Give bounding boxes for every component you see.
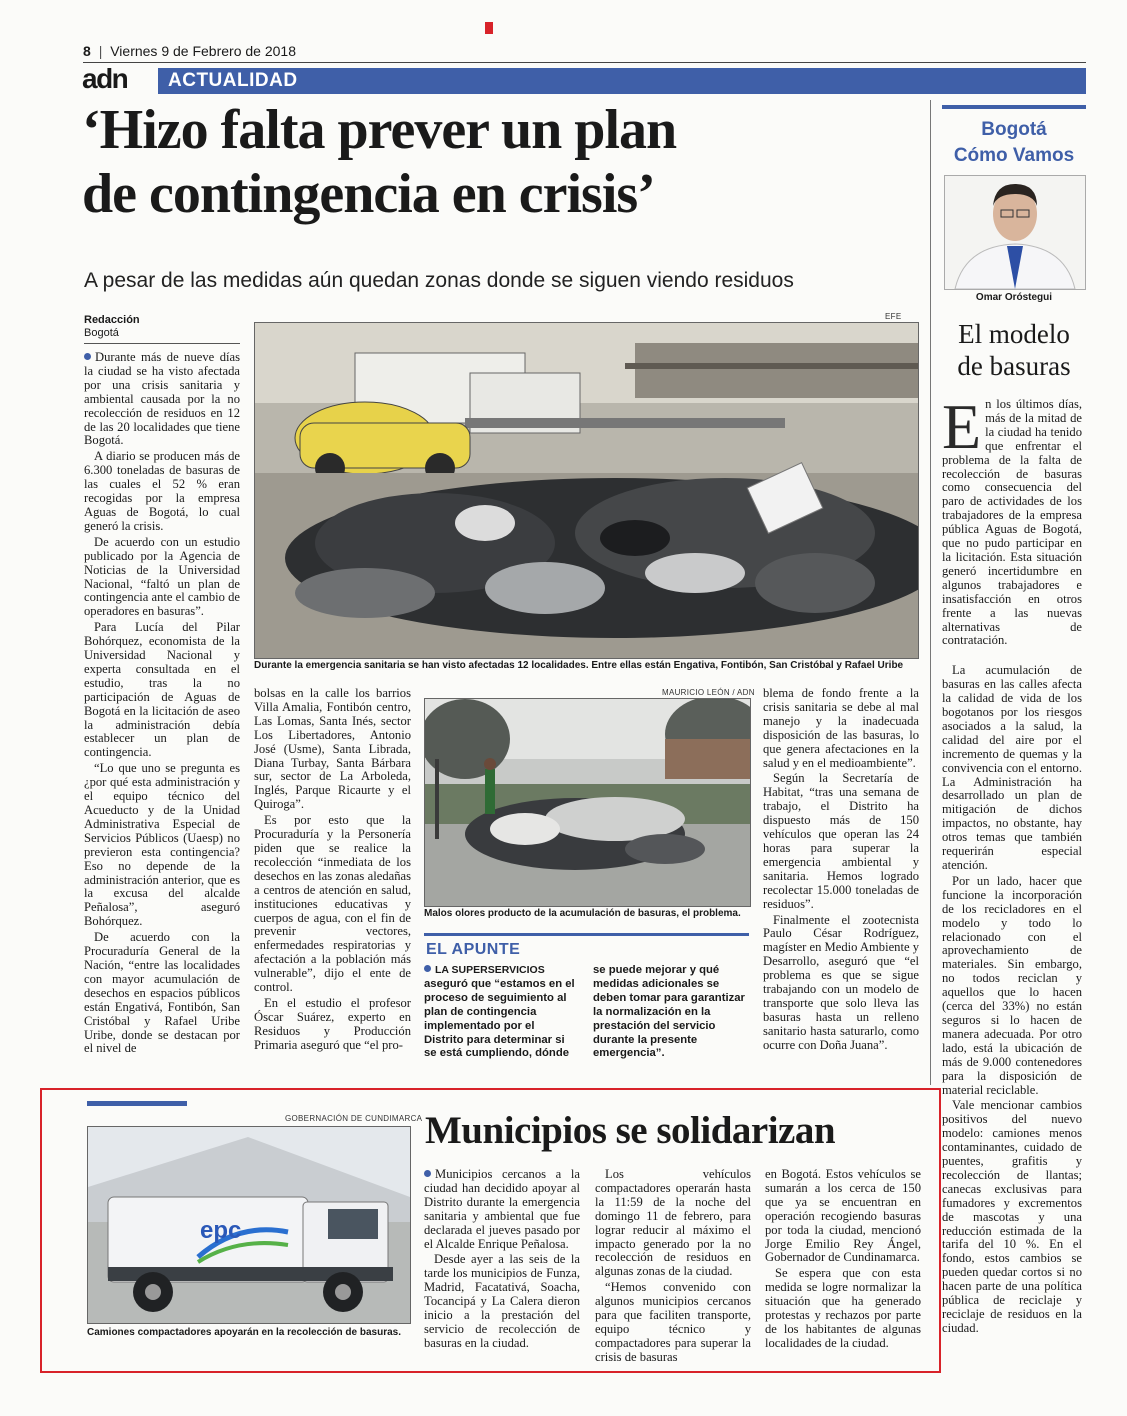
page-date: Viernes 9 de Febrero de 2018 [110, 43, 296, 59]
paragraph: Por un lado, hacer que funcione la incorporación de los recicladores en el modelo y todo lo relacionado con el aprovechamiento de materiales. Sin embargo, no todos reciclan y aquellos que lo hacen (cerca del 33%) no están seguros si lo hacen de manera adecuada. Por otro lado, está la ubicación de más de 9.000 contenedores para la disposición de material reciclable. [942, 873, 1082, 1097]
brand-line-1: Bogotá [981, 119, 1047, 140]
sidebar-title-line-2: de basuras [957, 351, 1071, 381]
truck-photo-caption: Camiones compactadores apoyarán en la recolección de basuras. [87, 1327, 402, 1338]
byline-rule [84, 343, 240, 344]
headline-line-1: ‘Hizo falta prever un plan [82, 99, 677, 161]
photo1-credit: EFE [885, 312, 902, 321]
apunte-text: se puede mejorar y qué medidas adicionales se deben tomar para garantizar la normalización en la prestación del servicio durante la presente emergencia”. [593, 964, 745, 1060]
author-name: Omar Oróstegui [975, 292, 1053, 303]
top-marker [485, 22, 493, 34]
header-separator: | [98, 43, 103, 59]
main-column-1 [84, 351, 240, 1058]
main-column-3 [763, 687, 919, 1055]
byline [84, 314, 140, 340]
garbage-street-image [255, 323, 918, 658]
paragraph: blema de fondo frente a la crisis sanitaria se debe al mal manejo y la inadecuada disposición de las basuras, lo que genera afectaciones en la salud y en el medioambiente”. [763, 686, 919, 770]
sidebar-title-line-1: El modelo [958, 319, 1070, 349]
sidebar-divider [930, 100, 931, 1085]
paragraph: Desde ayer a las seis de la tarde los municipios de Funza, Madrid, Facatativá, Soacha, Tocancipá y La Calera dieron inicio a la prestación del servicio de recolección de basuras en la ciudad. [424, 1252, 580, 1350]
paragraph: Finalmente el zootecnista Paulo César Rodríguez, magíster en Medio Ambiente y Desarrollo, aseguró que “el problema es que se sigue trabajando con un modelo de transporte que solo lleva las basuras hasta un relleno sanitario hasta saturarlo, como ocurre con Doña Juana”. [763, 912, 919, 1052]
paragraph: La acumulación de basuras en las calles afecta la calidad de vida de los bogotanos por los riesgos asociados a la salud, la calidad del aire por el incremento de quemas y la convivencia con el entorno. La Administración ha desarrollado un plan de mitigación de dichos impactos, no obstante, hay otros temas que también requerirán especial atención. [942, 663, 1082, 872]
sidebar-title [934, 318, 1094, 382]
paragraph: Vale mencionar cambios positivos del nuevo modelo: camiones menos contaminantes, cuidado de puentes, grafitis y recolección de llantas; canecas exclusivas para fumadores y excrementos de mascotas y una reducción estimada de la tarifa del 10 %. En el fondo, estos cambios se pueden quedar cortos si no hacen parte de una política pública de reciclaje y reciclaje de residuos en la ciudad. [942, 1098, 1082, 1335]
paragraph: Según la Secretaría de Habitat, “tras una semana de trabajo, el Distrito ha dispuesto más de 150 vehículos que operan las 24 horas para superar la emergencia ambiental y sanitaria. Hemos logrado recolectar 15.000 toneladas de residuos”. [763, 771, 919, 911]
paragraph: De acuerdo con un estudio publicado por la Agencia de Noticias de la Universidad Nacional, “faltó un plan de contingencia ante el cambio de operadores en basuras”. [84, 534, 240, 619]
byline-location: Bogotá [84, 327, 119, 339]
main-column-2 [254, 687, 411, 1055]
paragraph: Es por esto que la Procuraduría y la Personería piden que se realice la recolección “inmediata de los desechos en las zonas aledañas a centros de atención en salud, instituciones educativas y cuerpos de agua, con el fin de prevenir vectores, enfermedades respiratorias y afectación a la población más vulnerable”, dijo el ente de control. [254, 813, 411, 995]
photo1-caption: Durante la emergencia sanitaria se han visto afectadas 12 localidades. Entre ellas están Engativa, Fontibón, San Cristóbal y Rafael Uribe [254, 660, 904, 671]
paragraph: Durante más de nueve días la ciudad se ha visto afectada por una crisis sanitaria y ambiental causada por la no recolección de residuos en 12 de las 20 localidades que tiene Bogotá. [84, 350, 240, 448]
paragraph: A diario se producen más de 6.300 toneladas de basuras de las cuales el 52 % eran recogidas por la empresa Aguas de Bogotá, lo cual generó la crisis. [84, 449, 240, 533]
apunte-column-2 [593, 964, 749, 1061]
paragraph: Los vehículos compactadores operarán hasta la 11:59 de la noche del domingo 11 de febrero, para lograr reducir al máximo el impacto generado por la no recolección de residuos en algunas zonas de la ciudad. [595, 1167, 751, 1279]
author-photo [944, 175, 1086, 290]
paragraph: Se espera que con esta medida se logre normalizar la situación que ha generado protestas y rechazos por parte de los habitantes de algunas localidades de la ciudad. [765, 1266, 921, 1350]
brand-line-2: Cómo Vamos [953, 145, 1075, 166]
headline-line-2: de contingencia en crisis’ [82, 163, 655, 225]
secondary-photo-credit: GOBERNACIÓN DE CUNDIMARCA [285, 1114, 423, 1123]
bullet-icon [424, 1170, 431, 1177]
section-bar [158, 68, 1086, 94]
apunte-lead: LA SUPERSERVICIOS [435, 964, 545, 976]
bullet-icon [424, 965, 431, 972]
garbage-photo-1 [254, 322, 919, 659]
paragraph: Municipios cercanos a la ciudad han decidido apoyar al Distrito durante la emergencia sanitaria y ambiental que fue declarada el jueves pasado por el Alcalde Enrique Peñalosa. [424, 1167, 580, 1251]
paragraph: En el estudio el profesor Óscar Suárez, experto en Residuos y Producción Primaria aseguró que “el pro- [254, 995, 411, 1052]
garbage-sidewalk-image [425, 699, 750, 906]
paragraph: En los últimos días, más de la mitad de la ciudad ha tenido que enfrentar el problema de la falta de recolección de basuras como consecuencia del paro de actividades de los trabajadores de la empresa pública Aguas de Bogotá, que no pudo participar en la licitación. Esta situación generó incertidumbre en algunos trabajadores e insatisfacción en otros frente a las nuevas alternativas de contratación. [942, 391, 1082, 648]
photo2-caption: Malos olores producto de la acumulación de basuras, el problema. [424, 908, 741, 919]
apunte-title: EL APUNTE [426, 941, 521, 958]
apunte-top-rule [424, 933, 749, 936]
subheadline: A pesar de las medidas aún quedan zonas donde se siguen viendo residuos [84, 269, 794, 292]
sidebar-top-rule [942, 105, 1086, 109]
paragraph: De acuerdo con la Procuraduría General de la Nación, “entre las localidades con mayor acumulación de desechos en espacios públicos están Engativá, Fontibón, San Cristóbal y Rafael Uribe Uribe, donde se destacan por el nivel de [84, 930, 240, 1056]
dropcap: E [942, 391, 982, 462]
paragraph: bolsas en la calle los barrios Villa Amalia, Fontibón centro, Las Lomas, Santa Inés, sector Los Libertadores, Antonio José (Usme), Santa Librada, Diana Turbay, Santa Bárbara sur, sector de La Arboleda, Inglés, Parque Ricaurte y el Quiroga”. [254, 686, 411, 812]
page-header [83, 43, 296, 61]
paragraph: Para Lucía del Pilar Bohórquez, economista de la Universidad Nacional y experta consultada en el estudio, tras la no participación de Aguas de Bogotá en la licitación de aseo la administración debía establecer un plan de contingencia. [84, 620, 240, 760]
byline-author: Redacción [84, 314, 140, 326]
apunte-text: LA SUPERSERVICIOS aseguró que “estamos en el proceso de seguimiento al plan de contingencia implementado por el Distrito para determinar si se está cumpliendo, dónde [424, 964, 575, 1060]
photo2-credit: MAURICIO LEÓN / ADN [662, 688, 755, 697]
secondary-column-3 [765, 1168, 921, 1353]
compactor-truck-image [88, 1127, 410, 1323]
sidebar-column [942, 391, 1082, 1338]
sidebar-brand [934, 117, 1094, 169]
adn-logo: adn [82, 63, 128, 94]
header-rule [83, 62, 1086, 63]
headline [82, 98, 922, 226]
paragraph: “Hemos convenido con algunos municipios cercanos para que faciliten transporte, equipo técnico y compactadores para superar la crisis de basuras [595, 1280, 751, 1364]
secondary-top-rule [87, 1101, 187, 1106]
paragraph: en Bogotá. Estos vehículos se sumarán a los cerca de 150 que ya se encuentran en operación recogiendo basuras por toda la ciudad, mencionó Jorge Emilio Rey Ángel, Gobernador de Cundinamarca. [765, 1167, 921, 1265]
page-number: 8 [83, 43, 91, 59]
author-portrait [945, 176, 1085, 289]
truck-photo [87, 1126, 411, 1324]
secondary-headline: Municipios se solidarizan [425, 1109, 836, 1152]
paragraph: “Lo que uno se pregunta es ¿por qué esta administración y el equipo técnico del Acueducto y de la Unidad Administrativa Especial de Servicios Públicos (Uaesp) no previeron esta contingencia? Eso no depende de la administración anterior, que es la excusa del alcalde Peñalosa”, aseguró Bohórquez. [84, 761, 240, 929]
secondary-column-1 [424, 1168, 580, 1353]
garbage-photo-2 [424, 698, 751, 907]
secondary-column-2 [595, 1168, 751, 1367]
section-label: ACTUALIDAD [168, 70, 298, 91]
bullet-icon [84, 353, 91, 360]
truck-logo: epc [200, 1217, 242, 1244]
apunte-column-1 [424, 964, 576, 1061]
